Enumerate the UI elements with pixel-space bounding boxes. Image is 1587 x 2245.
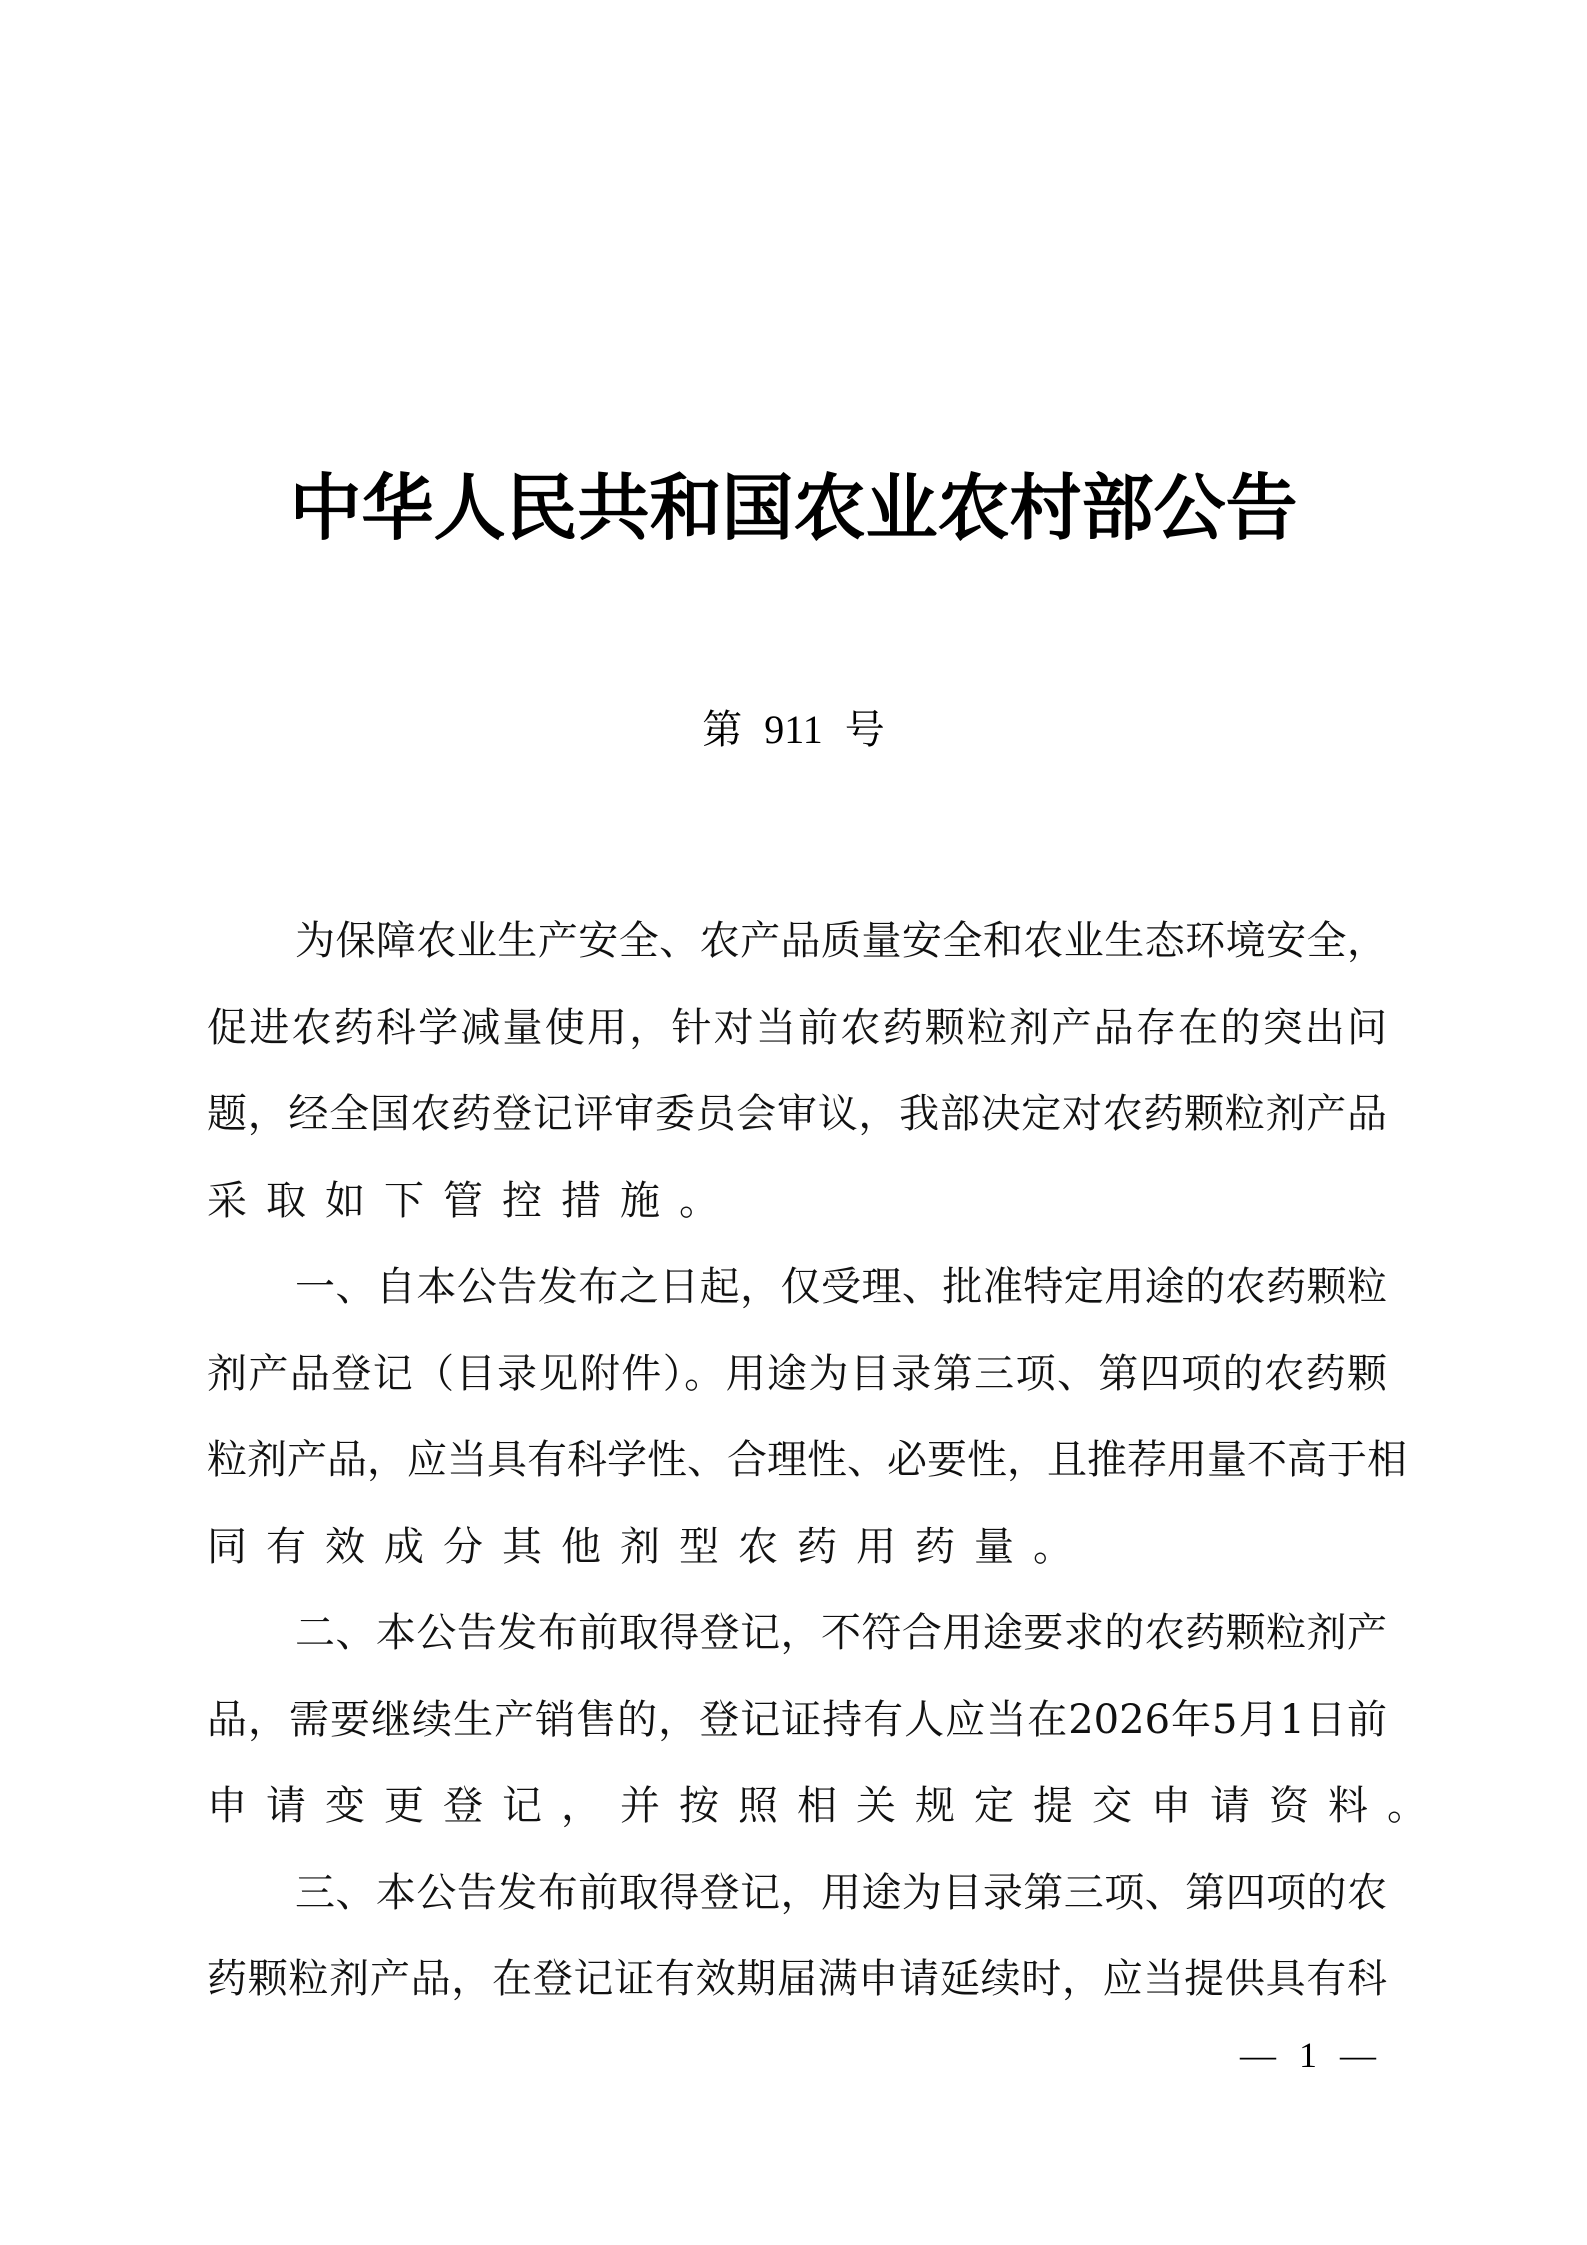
- text-line: 同有效成分其他剂型农药用药量。: [207, 1523, 1092, 1570]
- text-line: 促进农药科学减量使用，针对当前农药颗粒剂产品存在的突出问: [207, 1004, 1387, 1051]
- paragraph-item-2: [207, 1590, 1446, 1850]
- text-line: 品，需要继续生产销售的，登记证持有人应当在2026年5月1日前: [207, 1696, 1387, 1743]
- paragraph-item-1: [207, 1244, 1407, 1590]
- text-line: 一、自本公告发布之日起，仅受理、批准特定用途的农药颗粒: [295, 1264, 1387, 1310]
- announcement-body: [207, 898, 1446, 2023]
- text-line: 申请变更登记，并按照相关规定提交申请资料。: [207, 1783, 1446, 1829]
- text-line: 药颗粒剂产品，在登记证有效期届满申请延续时，应当提供具有科: [207, 1956, 1387, 2002]
- announcement-number: 第 911 号: [702, 707, 885, 752]
- text-line: 三、本公告发布前取得登记，用途为目录第三项、第四项的农: [295, 1869, 1387, 1916]
- announcement-title: 中华人民共和国农业农村部公告: [289, 466, 1298, 550]
- text-line: 采取如下管控措施。: [207, 1177, 738, 1224]
- text-line: 为保障农业生产安全、农产品质量安全和农业生态环境安全，: [295, 918, 1387, 964]
- text-line: 粒剂产品，应当具有科学性、合理性、必要性，且推荐用量不高于相: [207, 1437, 1407, 1483]
- paragraph-item-3: [207, 1850, 1387, 2023]
- page-number: — 1 —: [1240, 2035, 1376, 2075]
- text-line: 二、本公告发布前取得登记，不符合用途要求的农药颗粒剂产: [295, 1610, 1387, 1656]
- text-line: 剂产品登记（目录见附件）。用途为目录第三项、第四项的农药颗: [207, 1350, 1387, 1397]
- text-line: 题，经全国农药登记评审委员会审议，我部决定对农药颗粒剂产品: [207, 1091, 1387, 1137]
- paragraph-intro: [207, 898, 1387, 1244]
